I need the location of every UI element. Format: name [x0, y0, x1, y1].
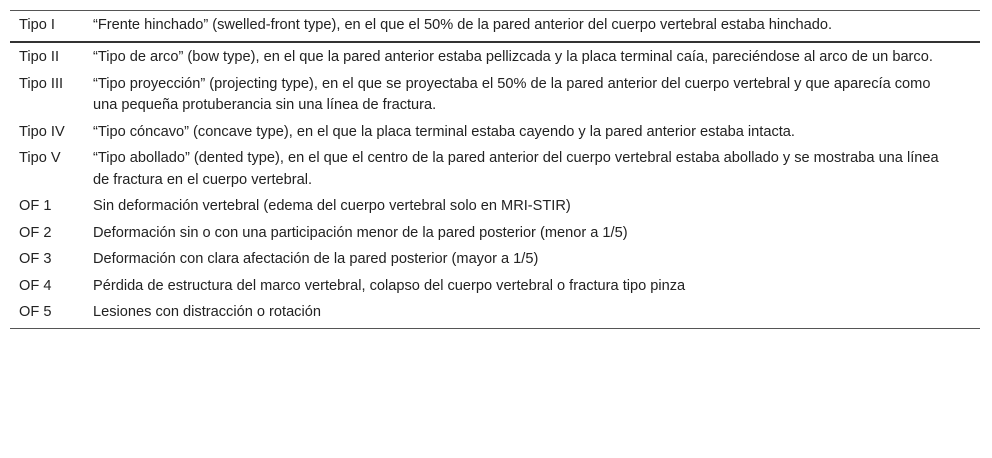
classification-table — [10, 10, 980, 329]
table-row — [10, 72, 980, 120]
row-label: OF 3 — [19, 251, 52, 267]
header-row — [10, 11, 980, 43]
row-description: Lesiones con distracción o rotación — [83, 300, 980, 328]
table-row — [10, 146, 980, 194]
row-description: Deformación con clara afectación de la pared posterior (mayor a 1/5) — [93, 251, 539, 267]
row-description: “Tipo abollado” (dented type), en el que el centro de la pared anterior del cuerpo vertebral estaba abollado y se mostraba una línea de fractura en el cuerpo vertebral. — [93, 150, 939, 188]
table-row — [10, 247, 980, 274]
table-row — [10, 221, 980, 248]
row-label: Tipo III — [19, 75, 64, 92]
row-label: OF 2 — [19, 224, 52, 241]
row-label: OF 1 — [19, 198, 52, 214]
row-description: “Tipo de arco” (bow type), en el que la pared anterior estaba pellizcada y la placa terminal caía, pareciéndose al arco de un barco. — [93, 49, 933, 65]
row-label: OF 4 — [19, 277, 52, 294]
table-row — [10, 274, 980, 301]
row-label: Tipo IV — [19, 123, 65, 140]
table-body — [10, 42, 980, 328]
row-description: Deformación sin o con una participación menor de la pared posterior (menor a 1/5) — [93, 224, 628, 241]
row-description: Pérdida de estructura del marco vertebral, colapso del cuerpo vertebral o fractura tipo pinza — [93, 277, 686, 294]
classification-table-container — [10, 10, 980, 329]
row-description: “Tipo cóncavo” (concave type), en el que la placa terminal estaba cayendo y la pared anterior estaba intacta. — [93, 123, 795, 140]
table-header — [10, 11, 980, 43]
table-row — [10, 42, 980, 72]
row-label: Tipo V — [19, 150, 61, 166]
table-row — [10, 120, 980, 147]
table-row — [10, 300, 980, 328]
row-label: OF 5 — [10, 300, 83, 328]
table-row — [10, 194, 980, 221]
header-type-label: Tipo I — [10, 11, 83, 43]
row-description: Sin deformación vertebral (edema del cuerpo vertebral solo en MRI-STIR) — [93, 198, 571, 214]
header-type-description: “Frente hinchado” (swelled-front type), en el que el 50% de la pared anterior del cuerpo vertebral estaba hinchado. — [83, 11, 980, 43]
row-description: “Tipo proyección” (projecting type), en el que se proyectaba el 50% de la pared anterior del cuerpo vertebral y que aparecía como una pequeña protuberancia sin una línea de fractura. — [93, 75, 931, 113]
row-label: Tipo II — [19, 49, 60, 65]
